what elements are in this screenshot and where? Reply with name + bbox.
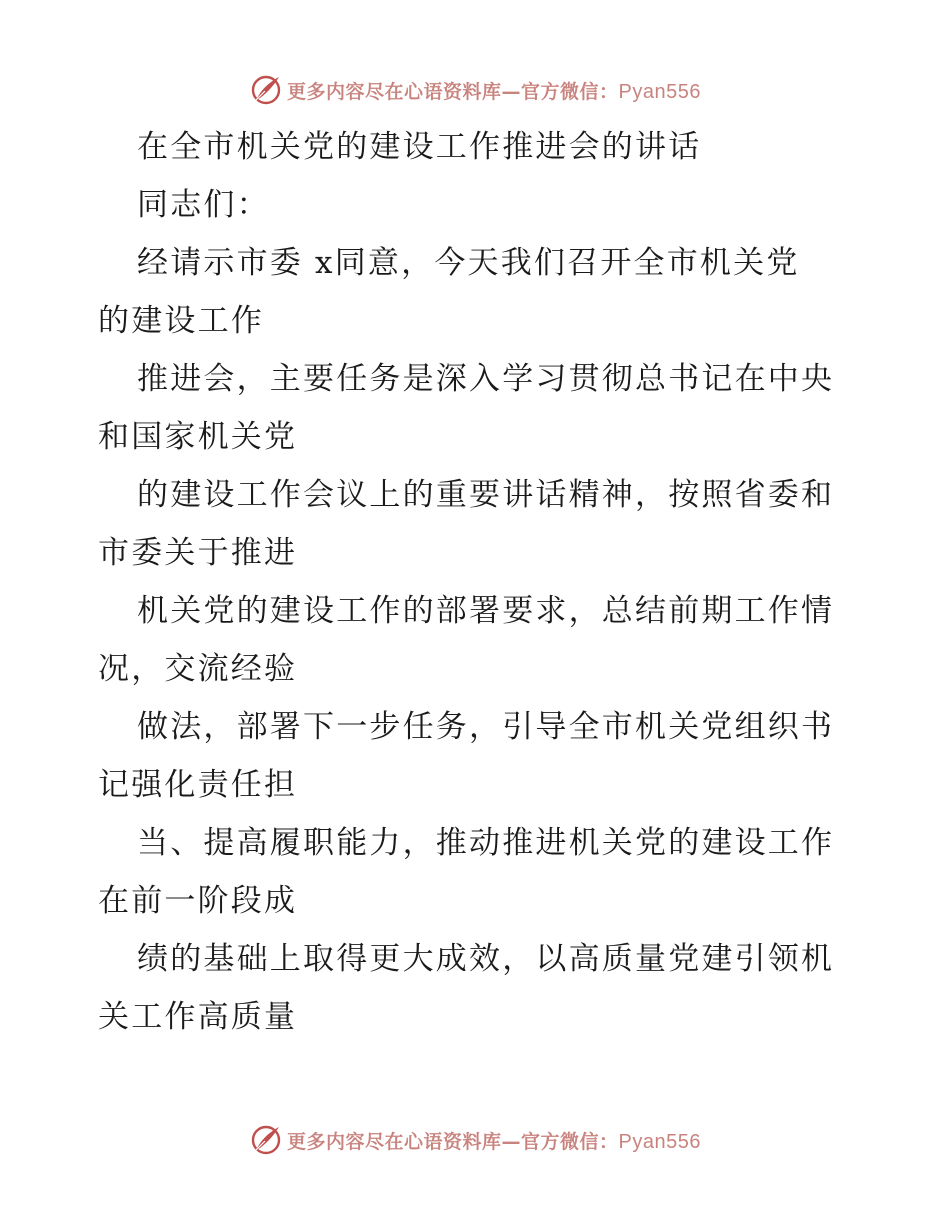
paragraph-line: 市委关于推进 [98,535,298,571]
paragraph-line: 绩的基础上取得更大成效，以高质量党建引领机 [137,941,835,977]
paragraph-line: 的建设工作会议上的重要讲话精神，按照省委和 [137,477,835,513]
document-title: 在全市机关党的建设工作推进会的讲话 [137,129,702,165]
banner-text [287,77,701,104]
banner-main-text: 更多内容尽在心语资料库 [287,80,502,103]
paragraph-line: 当、提高履职能力，推动推进机关党的建设工作 [137,825,835,861]
feather-pen-logo-icon [249,73,283,107]
paragraph-line: 推进会，主要任务是深入学习贯彻总书记在中央 [137,361,835,397]
paragraph-line: 的建设工作 [98,303,264,339]
salutation: 同志们： [137,187,270,223]
banner-wechat-label: 官方微信： [521,80,619,103]
paragraph-line: 关工作高质量 [98,999,298,1035]
banner-wechat-id: Pyan556 [618,1130,701,1153]
paragraph-line: 况，交流经验 [98,651,298,687]
banner-wechat-id: Pyan556 [618,80,701,103]
paragraph-line: 记强化责任担 [98,767,298,803]
paragraph-line: 和国家机关党 [98,419,298,455]
banner-wechat-label: 官方微信： [521,1130,619,1153]
paragraph-line: 经请示市委 x同意，今天我们召开全市机关党 [137,245,800,281]
banner-text [287,1127,701,1154]
banner-separator: — [501,1130,522,1153]
paragraph-line: 机关党的建设工作的部署要求，总结前期工作情 [137,593,835,629]
paragraph-line: 在前一阶段成 [98,883,298,919]
feather-pen-logo-icon [249,1123,283,1157]
footer-banner [0,1120,950,1160]
banner-separator: — [501,80,522,103]
banner-main-text: 更多内容尽在心语资料库 [287,1130,502,1153]
header-banner [0,70,950,110]
paragraph-line: 做法，部署下一步任务，引导全市机关党组织书 [137,709,835,745]
